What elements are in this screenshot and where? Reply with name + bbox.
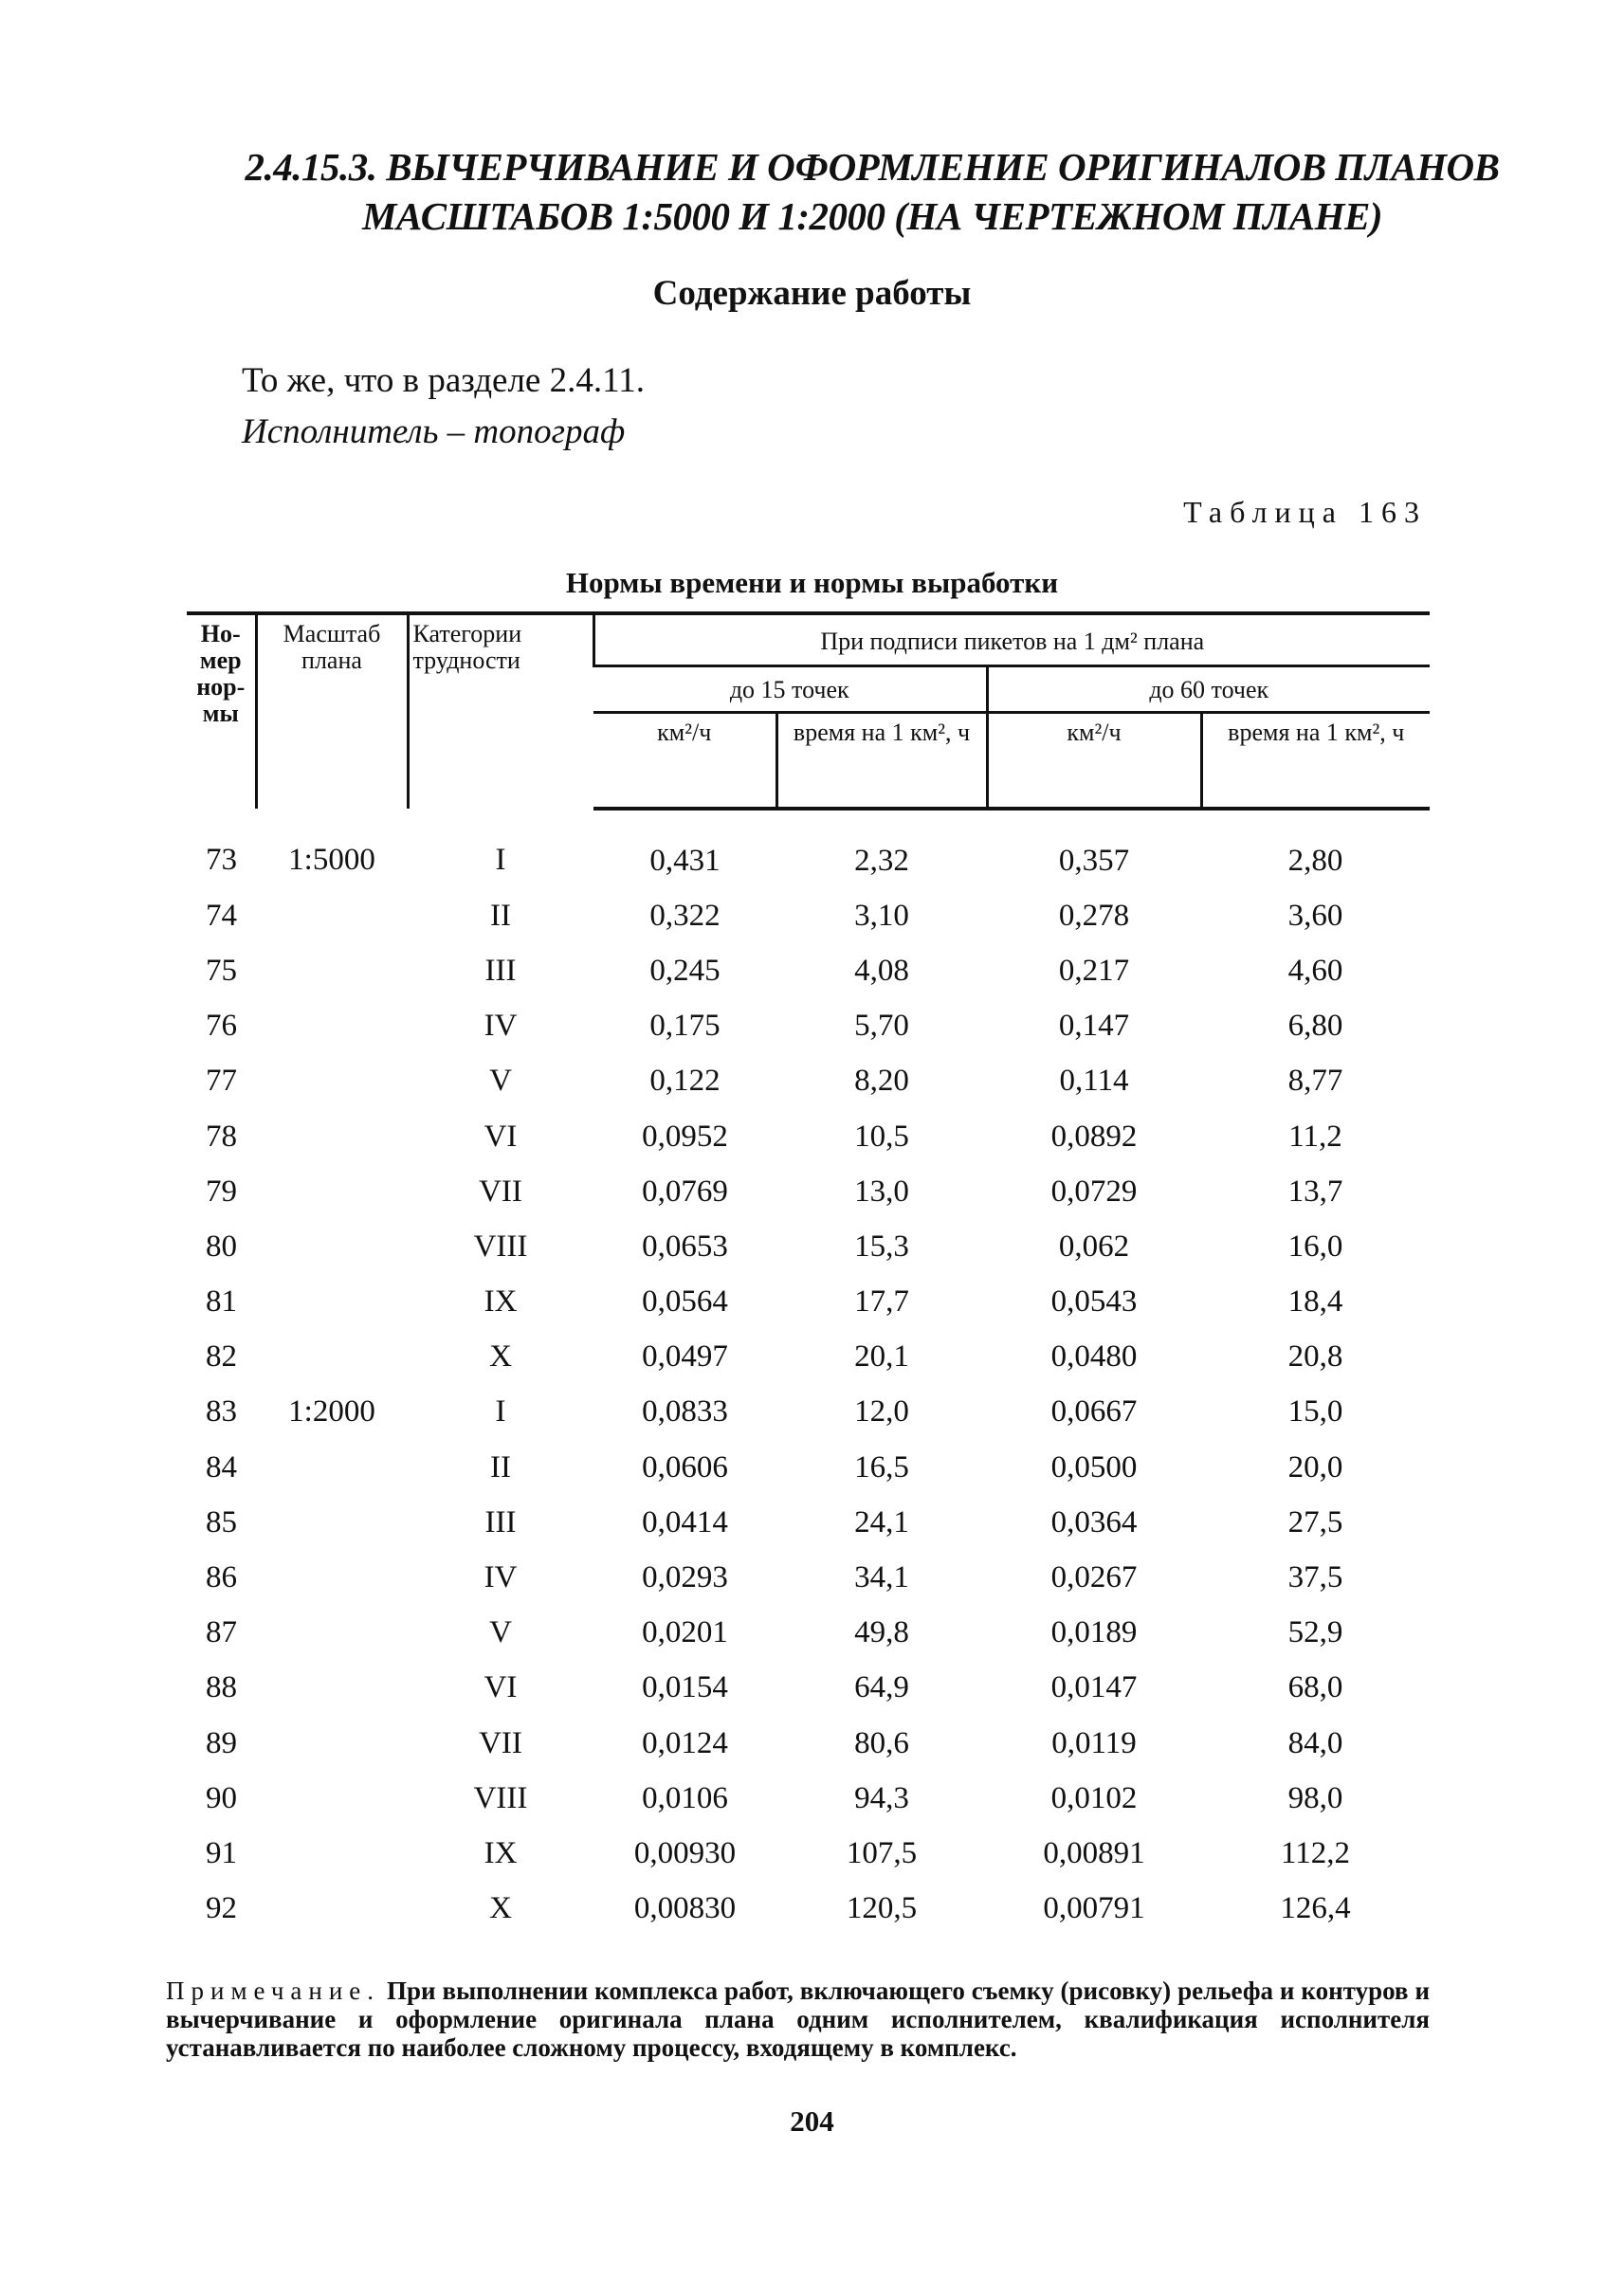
row-scale [256,1330,408,1385]
row-time-15: 15,3 [854,1229,909,1264]
table-row [187,1716,1430,1771]
row-scale [256,1219,408,1274]
page-number: 204 [790,2104,834,2138]
row-km2-per-h-15: 0,431 [649,843,721,878]
table-row [187,1771,1430,1826]
table-row [187,1330,1430,1385]
row-km2-per-h-60: 0,0102 [1050,1780,1138,1815]
table-row [187,943,1430,998]
table-row [187,1550,1430,1605]
subheading: Содержание работы [652,274,972,313]
row-time-60: 126,4 [1280,1891,1351,1926]
table-row [187,1275,1430,1330]
row-km2-per-h-15: 0,322 [649,898,721,933]
row-km2-per-h-60: 0,00791 [1043,1891,1145,1926]
table-row [187,1661,1430,1716]
row-km2-per-h-15: 0,0653 [642,1229,728,1264]
header-scale: Масштаб плана [256,613,408,809]
table-row [187,1440,1430,1495]
row-category: VII [479,1725,522,1760]
row-time-60: 2,80 [1287,843,1343,878]
note-label: Примечание. [166,1976,381,2005]
row-km2-per-h-60: 0,0543 [1050,1284,1138,1320]
row-time-60: 98,0 [1287,1780,1343,1815]
row-time-15: 12,0 [854,1394,909,1430]
table-title: Нормы времени и нормы выработки [565,566,1059,599]
header-time-per-km2-60: время на 1 км², ч [1201,713,1430,810]
norms-table [187,611,1430,1937]
row-time-15: 16,5 [854,1449,909,1484]
row-km2-per-h-15: 0,0154 [642,1670,728,1705]
row-km2-per-h-15: 0,245 [649,953,721,988]
row-km2-per-h-15: 0,0201 [642,1615,728,1650]
table-row [187,1882,1430,1937]
row-km2-per-h-60: 0,0500 [1050,1449,1138,1484]
row-number: 75 [206,953,237,988]
row-km2-per-h-60: 0,0119 [1051,1725,1137,1760]
row-number: 82 [206,1339,237,1375]
row-time-15: 8,20 [854,1064,909,1099]
row-km2-per-h-15: 0,0833 [642,1394,728,1430]
row-km2-per-h-60: 0,0729 [1050,1174,1138,1209]
row-scale [256,1826,408,1881]
row-number: 90 [206,1780,237,1815]
row-time-60: 18,4 [1287,1284,1343,1320]
row-scale [256,1771,408,1826]
row-number: 74 [206,898,237,933]
row-number: 88 [206,1670,237,1705]
row-km2-per-h-60: 0,0189 [1050,1615,1138,1650]
header-category: Категории трудности [408,613,593,809]
row-scale [256,1716,408,1771]
row-time-15: 120,5 [846,1891,918,1926]
row-km2-per-h-15: 0,0564 [642,1284,728,1320]
row-category: IV [484,1009,518,1044]
row-time-60: 84,0 [1287,1725,1343,1760]
row-scale [256,1275,408,1330]
row-km2-per-h-60: 0,357 [1058,843,1130,878]
header-time-per-km2-15: время на 1 км², ч [776,713,987,810]
table-row [187,1385,1430,1440]
row-number: 77 [206,1064,237,1099]
row-time-15: 3,10 [854,898,909,933]
row-number: 86 [206,1560,237,1595]
row-time-15: 107,5 [846,1835,918,1870]
row-km2-per-h-60: 0,0667 [1050,1394,1138,1430]
row-km2-per-h-60: 0,0892 [1050,1119,1138,1154]
row-time-15: 80,6 [854,1725,909,1760]
row-time-60: 68,0 [1287,1670,1343,1705]
row-category: VII [479,1174,522,1209]
row-number: 83 [206,1394,237,1430]
row-km2-per-h-15: 0,0497 [642,1339,728,1375]
row-category: VI [484,1119,518,1154]
row-number: 87 [206,1615,237,1650]
row-number: 73 [206,842,237,877]
row-number: 85 [206,1504,237,1539]
row-time-15: 34,1 [854,1560,909,1595]
row-time-60: 20,0 [1287,1449,1343,1484]
row-km2-per-h-60: 0,217 [1058,953,1130,988]
row-time-60: 6,80 [1287,1009,1343,1044]
row-category: IV [484,1560,518,1595]
note-text: При выполнении комплекса работ, включающего съемку (рисовку) рельефа и контуров и вычерчивание и оформление оригинала плана одним исполнителем, квалификация исполнителя устанавливается по наиболее сложному процессу, входящему в комплекс. [166,1976,1430,2062]
row-time-60: 8,77 [1287,1064,1343,1099]
row-category: II [490,1449,511,1484]
row-km2-per-h-60: 0,00891 [1043,1835,1145,1870]
row-time-60: 37,5 [1287,1560,1343,1595]
intro-line-2: Исполнитель – топограф [242,412,626,451]
row-scale [256,1606,408,1661]
row-category: VIII [473,1780,528,1815]
table-row [187,809,1430,888]
header-number: Но- мер нор- мы [187,613,256,809]
row-scale [256,1882,408,1937]
row-scale [256,1661,408,1716]
row-scale [256,1164,408,1219]
section-heading [237,142,1507,241]
intro-line-1: То же, что в разделе 2.4.11. [242,361,645,400]
row-number: 78 [206,1119,237,1154]
row-category: VIII [473,1229,528,1264]
row-number: 79 [206,1174,237,1209]
row-km2-per-h-60: 0,0147 [1050,1670,1138,1705]
row-scale: 1:5000 [288,842,375,877]
row-km2-per-h-60: 0,0364 [1050,1504,1138,1539]
header-pickets: При подписи пикетов на 1 дм² плана [593,613,1430,666]
row-scale [256,888,408,943]
row-time-15: 10,5 [854,1119,909,1154]
row-km2-per-h-15: 0,0106 [642,1780,728,1815]
row-time-60: 16,0 [1287,1229,1343,1264]
row-scale [256,1495,408,1550]
row-km2-per-h-15: 0,0293 [642,1560,728,1595]
row-time-15: 20,1 [854,1339,909,1375]
row-number: 76 [206,1009,237,1044]
row-scale [256,999,408,1054]
row-scale [256,1550,408,1605]
row-category: X [489,1891,512,1926]
header-up-to-60: до 60 точек [987,666,1430,713]
row-category: IX [484,1284,518,1320]
table-row [187,888,1430,943]
row-time-15: 49,8 [854,1615,909,1650]
row-category: II [490,898,511,933]
row-time-15: 17,7 [854,1284,909,1320]
row-km2-per-h-15: 0,00930 [633,1835,737,1870]
row-km2-per-h-15: 0,0606 [642,1449,728,1484]
row-km2-per-h-60: 0,147 [1058,1009,1130,1044]
row-km2-per-h-15: 0,00830 [633,1891,737,1926]
row-category: I [495,1394,506,1430]
row-number: 80 [206,1229,237,1264]
header-km2-per-h-15: км²/ч [593,713,776,810]
row-time-15: 94,3 [854,1780,909,1815]
note [166,1976,1430,2062]
row-scale [256,1109,408,1164]
table-row [187,1054,1430,1109]
row-category: VI [484,1670,518,1705]
row-km2-per-h-15: 0,0414 [642,1504,728,1539]
row-time-60: 52,9 [1287,1615,1343,1650]
row-time-60: 11,2 [1288,1119,1342,1154]
row-time-60: 13,7 [1287,1174,1343,1209]
row-km2-per-h-60: 0,062 [1058,1229,1130,1264]
row-km2-per-h-60: 0,0267 [1050,1560,1138,1595]
row-km2-per-h-15: 0,0952 [642,1119,728,1154]
row-km2-per-h-60: 0,0480 [1050,1339,1138,1375]
row-number: 91 [206,1835,237,1870]
row-time-60: 27,5 [1287,1504,1343,1539]
row-category: V [489,1064,512,1099]
table-row [187,1606,1430,1661]
row-time-60: 20,8 [1287,1339,1343,1375]
row-scale [256,943,408,998]
intro [242,355,645,458]
row-category: III [484,1504,517,1539]
row-time-60: 15,0 [1287,1394,1343,1430]
row-time-60: 3,60 [1287,898,1343,933]
table-row [187,1219,1430,1274]
row-category: IX [484,1835,518,1870]
row-time-15: 2,32 [854,843,909,878]
row-number: 84 [206,1449,237,1484]
section-heading-line-1: 2.4.15.3. ВЫЧЕРЧИВАНИЕ И ОФОРМЛЕНИЕ ОРИГИНАЛОВ ПЛАНОВ [245,145,1500,189]
table-body [187,809,1430,1937]
row-km2-per-h-15: 0,0769 [642,1174,728,1209]
row-scale: 1:2000 [288,1394,375,1430]
row-number: 81 [206,1284,237,1320]
row-time-15: 5,70 [854,1009,909,1044]
row-category: I [495,842,506,877]
table-row [187,1826,1430,1881]
row-time-15: 4,08 [854,953,909,988]
header-up-to-15: до 15 точек [593,666,987,713]
row-category: V [489,1615,512,1650]
table-row [187,1495,1430,1550]
row-time-15: 24,1 [854,1504,909,1539]
row-km2-per-h-15: 0,0124 [642,1725,728,1760]
row-time-15: 13,0 [854,1174,909,1209]
table-row [187,1109,1430,1164]
row-time-60: 4,60 [1287,953,1343,988]
section-heading-line-2: МАСШТАБОВ 1:5000 И 1:2000 (НА ЧЕРТЕЖНОМ ПЛАНЕ) [362,194,1382,238]
table-row [187,999,1430,1054]
row-scale [256,1440,408,1495]
row-km2-per-h-15: 0,175 [649,1009,721,1044]
header-km2-per-h-60: км²/ч [987,713,1201,810]
table-label: Таблица 163 [1183,495,1427,529]
row-km2-per-h-15: 0,122 [649,1064,721,1099]
row-number: 89 [206,1725,237,1760]
row-km2-per-h-60: 0,114 [1059,1064,1129,1099]
row-category: III [484,953,517,988]
row-km2-per-h-60: 0,278 [1058,898,1130,933]
row-scale [256,1054,408,1109]
table-row [187,1164,1430,1219]
row-number: 92 [206,1891,237,1926]
row-category: X [489,1339,512,1375]
row-time-15: 64,9 [854,1670,909,1705]
row-time-60: 112,2 [1280,1835,1351,1870]
